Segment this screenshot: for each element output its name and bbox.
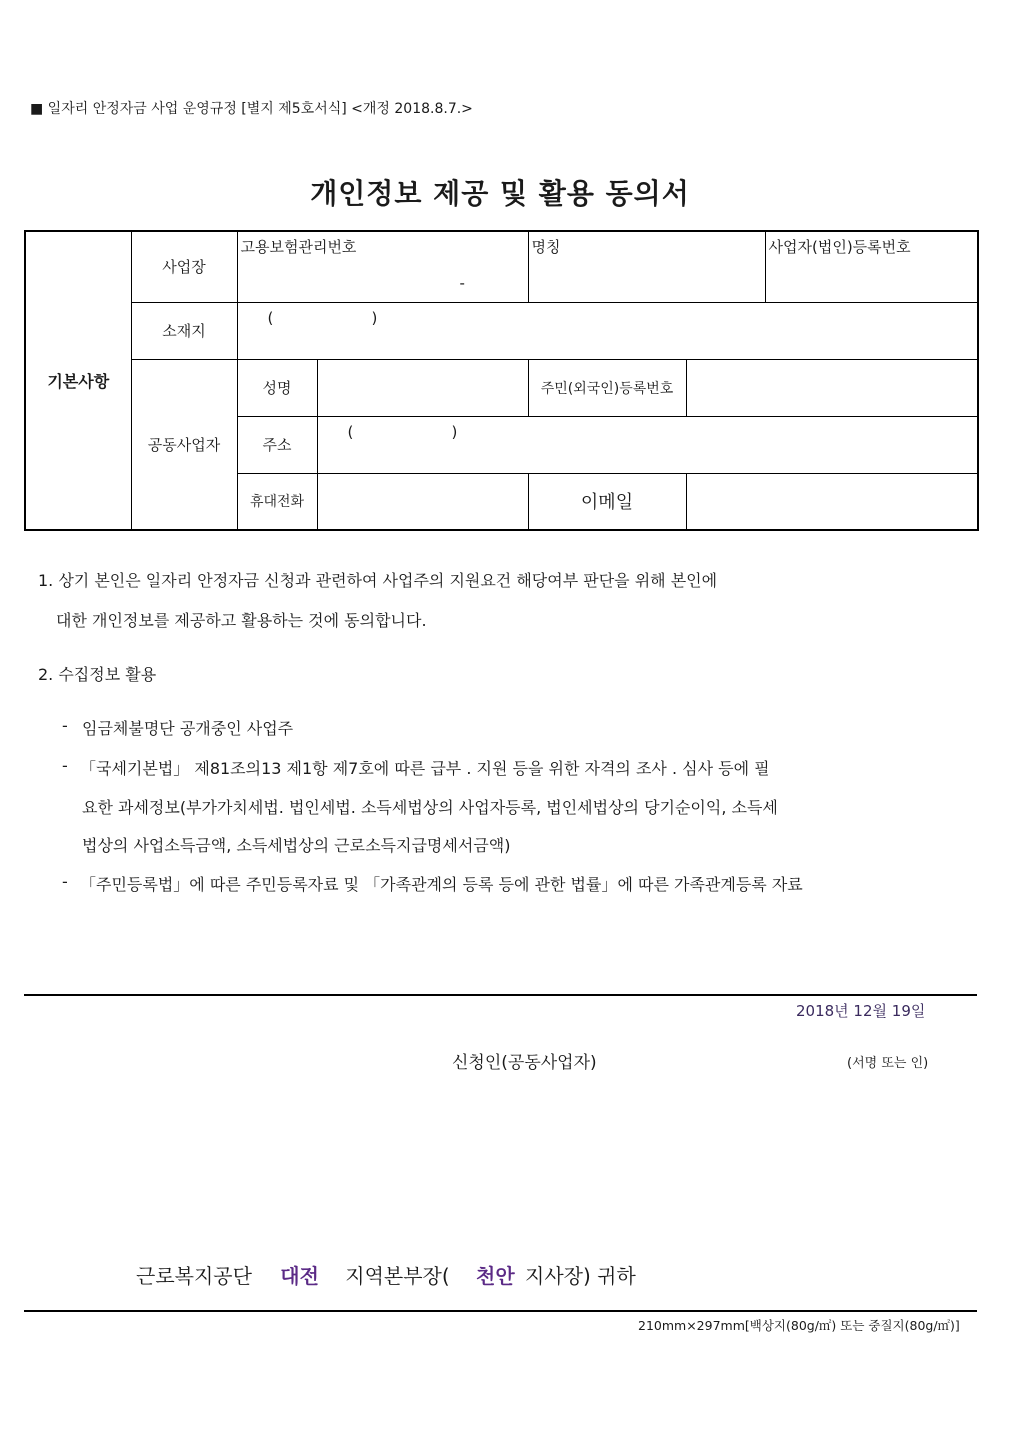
form-reference-note: ■ 일자리 안정자금 사업 운영규정 [별지 제5호서식] <개정 2018.8.7.>: [30, 101, 473, 117]
bullet-item-2-line-1: 「국세기본법」 제81조의13 제1항 제7호에 따른 급부 . 지원 등을 위한 자격의 조사 . 심사 등에 필: [80, 759, 770, 778]
bullet-item-1: 임금체불명단 공개중인 사업주: [82, 719, 294, 738]
region-name: 대전: [280, 1264, 319, 1288]
location-label: 소재지: [131, 302, 237, 359]
email-field[interactable]: [686, 473, 978, 530]
location-paren-open: (: [267, 308, 274, 327]
insurance-no-separator: -: [459, 274, 465, 292]
co-owner-label: 공동사업자: [131, 359, 237, 530]
application-date: 2018년 12월 19일: [796, 1002, 926, 1020]
org-name: 근로복지공단: [136, 1264, 252, 1288]
location-field[interactable]: [237, 302, 978, 359]
insurance-no-field[interactable]: [237, 231, 528, 302]
branch-name: 천안: [476, 1264, 515, 1288]
addressee-line: [136, 1260, 636, 1289]
signature-divider: [24, 994, 977, 996]
resident-no-field[interactable]: [686, 359, 978, 416]
document-title: 개인정보 제공 및 활용 동의서: [310, 177, 690, 210]
biz-reg-no-field[interactable]: [765, 231, 978, 302]
mobile-field[interactable]: [317, 473, 528, 530]
consent-item-2-title: 2. 수집정보 활용: [38, 665, 157, 684]
basic-info-table: [24, 230, 979, 531]
business-name-field[interactable]: [528, 231, 765, 302]
signature-note: (서명 또는 인): [847, 1056, 929, 1071]
location-paren-close: ): [371, 308, 378, 327]
bullet-item-2-line-3: 법상의 사업소득금액, 소득세법상의 근로소득지급명세서금액): [82, 836, 511, 855]
address-field[interactable]: [317, 416, 978, 473]
business-name-label: 명칭: [531, 238, 561, 256]
person-name-field[interactable]: [317, 359, 528, 416]
paper-spec: 210mm×297mm[백상지(80g/㎡) 또는 중질지(80g/㎡)]: [638, 1318, 960, 1333]
consent-item-1-line-2: 대한 개인정보를 제공하고 활용하는 것에 동의합니다.: [56, 611, 427, 630]
footer-divider: [24, 1310, 977, 1312]
bullet-mark-3: -: [62, 872, 68, 891]
address-label: 주소: [237, 416, 317, 473]
biz-reg-no-label: 사업자(법인)등록번호: [768, 238, 911, 256]
resident-no-label: 주민(외국인)등록번호: [528, 359, 686, 416]
address-paren-open: (: [347, 422, 354, 441]
bullet-mark-2: -: [62, 756, 68, 775]
consent-item-1-line-1: 1. 상기 본인은 일자리 안정자금 신청과 관련하여 사업주의 지원요건 해당여부 판단을 위해 본인에: [38, 571, 718, 590]
bullet-mark-1: -: [62, 716, 68, 735]
workplace-label: 사업장: [131, 231, 237, 302]
mobile-label: 휴대전화: [237, 473, 317, 530]
bullet-item-3: 「주민등록법」에 따른 주민등록자료 및 「가족관계의 등록 등에 관한 법률」에 따른 가족관계등록 자료: [80, 875, 803, 894]
branch-label: 지사장) 귀하: [525, 1264, 636, 1288]
hq-label: 지역본부장(: [345, 1264, 450, 1288]
applicant-label: 신청인(공동사업자): [452, 1053, 597, 1073]
bullet-item-2-line-2: 요한 과세정보(부가가치세법. 법인세법. 소득세법상의 사업자등록, 법인세법상의 당기순이익, 소득세: [82, 798, 778, 817]
address-paren-close: ): [451, 422, 458, 441]
email-label: 이메일: [528, 473, 686, 530]
insurance-no-label: 고용보험관리번호: [240, 238, 357, 256]
person-name-label: 성명: [237, 359, 317, 416]
section-label: 기본사항: [25, 231, 131, 530]
